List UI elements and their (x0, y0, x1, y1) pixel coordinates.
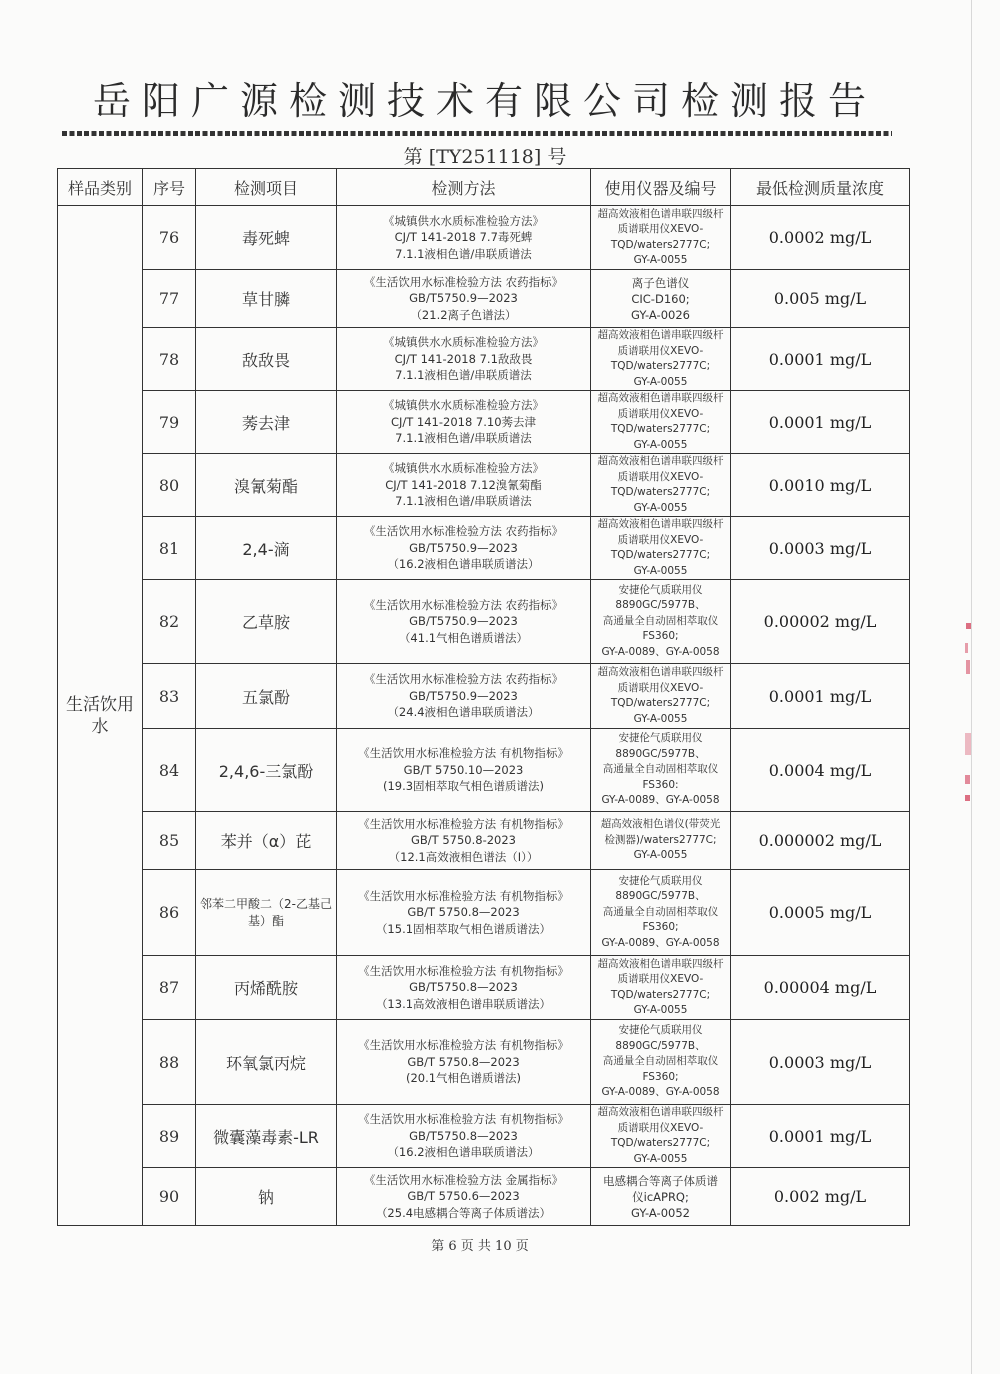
table-row (58, 517, 910, 580)
seq-cell: 77 (143, 270, 196, 328)
seal-fragment (965, 643, 968, 653)
method-cell: 《生活饮用水标准检验方法 有机物指标》 GB/T 5750.8—2023 (20.1气相色谱质谱法) (337, 1020, 591, 1105)
seq-cell: 82 (143, 580, 196, 664)
seq-cell: 80 (143, 454, 196, 517)
seq-cell: 79 (143, 391, 196, 454)
min-concentration-cell: 0.0001 mg/L (731, 664, 910, 729)
table-row (58, 391, 910, 454)
column-header-instrument: 使用仪器及编号 (591, 169, 731, 206)
min-concentration-cell: 0.000002 mg/L (731, 812, 910, 870)
instrument-cell: 超高效液相色谱串联四级杆 质谱联用仪XEVO- TQD/waters2777C; GY-A-0055 (591, 956, 731, 1020)
test-item-cell: 五氯酚 (196, 664, 337, 729)
table-row (58, 1105, 910, 1168)
min-concentration-cell: 0.0003 mg/L (731, 517, 910, 580)
instrument-cell: 超高效液相色谱串联四级杆 质谱联用仪XEVO- TQD/waters2777C; GY-A-0055 (591, 517, 731, 580)
method-cell: 《生活饮用水标准检验方法 农药指标》 GB/T5750.9—2023 （24.4液相色谱串联质谱法） (337, 664, 591, 729)
seq-cell: 90 (143, 1168, 196, 1226)
table-row (58, 812, 910, 870)
instrument-cell: 安捷伦气质联用仪 8890GC/5977B、 高通量全自动固相萃取仪 FS360; GY-A-0089、GY-A-0058 (591, 580, 731, 664)
method-cell: 《城镇供水水质标准检验方法》 CJ/T 141-2018 7.10莠去津 7.1.1液相色谱/串联质谱法 (337, 391, 591, 454)
seq-cell: 86 (143, 870, 196, 956)
method-cell: 《生活饮用水标准检验方法 农药指标》 GB/T5750.9—2023 （21.2离子色谱法） (337, 270, 591, 328)
column-header-concentration: 最低检测质量浓度 (731, 169, 910, 206)
instrument-cell: 安捷伦气质联用仪 8890GC/5977B、 高通量全自动固相萃取仪 FS360; GY-A-0089、GY-A-0058 (591, 1020, 731, 1105)
seal-fragment (966, 660, 970, 674)
sample-category-cell (58, 206, 143, 1226)
min-concentration-cell: 0.0001 mg/L (731, 391, 910, 454)
test-item-cell: 草甘膦 (196, 270, 337, 328)
method-cell: 《城镇供水水质标准检验方法》 CJ/T 141-2018 7.12溴氰菊酯 7.1.1液相色谱/串联质谱法 (337, 454, 591, 517)
seq-cell: 78 (143, 328, 196, 391)
category-line: 生活饮用 (66, 694, 134, 715)
instrument-cell: 超高效液相色谱串联四级杆 质谱联用仪XEVO- TQD/waters2777C; GY-A-0055 (591, 454, 731, 517)
instrument-cell: 安捷伦气质联用仪 8890GC/5977B、 高通量全自动固相萃取仪 FS360: GY-A-0089、GY-A-0058 (591, 729, 731, 812)
method-cell: 《城镇供水水质标准检验方法》 CJ/T 141-2018 7.1敌敌畏 7.1.1液相色谱/串联质谱法 (337, 328, 591, 391)
table-row (58, 1020, 910, 1105)
seal-fragment (965, 733, 971, 755)
method-cell: 《生活饮用水标准检验方法 有机物指标》 GB/T 5750.8—2023 （15.1固相萃取气相色谱质谱法） (337, 870, 591, 956)
seal-fragment (966, 623, 971, 629)
method-cell: 《生活饮用水标准检验方法 农药指标》 GB/T5750.9—2023 （41.1气相色谱质谱法） (337, 580, 591, 664)
min-concentration-cell: 0.0001 mg/L (731, 1105, 910, 1168)
instrument-cell: 离子色谱仪 CIC-D160; GY-A-0026 (591, 270, 731, 328)
column-header-method: 检测方法 (337, 169, 591, 206)
test-item-cell: 2,4,6-三氯酚 (196, 729, 337, 812)
min-concentration-cell: 0.0001 mg/L (731, 328, 910, 391)
table-header-row (58, 169, 910, 206)
page-number: 第 6 页 共 10 页 (431, 1239, 529, 1254)
category-line: 水 (91, 716, 109, 737)
test-item-cell: 溴氰菊酯 (196, 454, 337, 517)
table-row (58, 328, 910, 391)
report-number: 第 [TY251118] 号 (403, 146, 567, 168)
column-header-seq: 序号 (143, 169, 196, 206)
table-row (58, 270, 910, 328)
method-cell: 《生活饮用水标准检验方法 有机物指标》 GB/T 5750.8-2023 （12.1高效液相色谱法（Ⅰ）） (337, 812, 591, 870)
test-item-cell: 乙草胺 (196, 580, 337, 664)
seq-cell: 85 (143, 812, 196, 870)
seq-cell: 81 (143, 517, 196, 580)
instrument-cell: 电感耦合等离子体质谱 仪icAPRQ; GY-A-0052 (591, 1168, 731, 1226)
table-row (58, 580, 910, 664)
table-row (58, 206, 910, 270)
instrument-cell: 超高效液相色谱串联四级杆 质谱联用仪XEVO- TQD/waters2777C; GY-A-0055 (591, 391, 731, 454)
table-row (58, 454, 910, 517)
table-row (58, 729, 910, 812)
test-item-cell: 邻苯二甲酸二（2-乙基己基）酯 (196, 870, 337, 956)
seq-cell: 84 (143, 729, 196, 812)
test-item-cell: 苯并（α）芘 (196, 812, 337, 870)
test-item-cell: 微囊藻毒素-LR (196, 1105, 337, 1168)
method-cell: 《生活饮用水标准检验方法 有机物指标》 GB/T 5750.10—2023 (19.3固相萃取气相色谱质谱法) (337, 729, 591, 812)
method-cell: 《生活饮用水标准检验方法 金属指标》 GB/T 5750.6—2023 （25.4电感耦合等离子体质谱法） (337, 1168, 591, 1226)
test-item-cell: 2,4-滴 (196, 517, 337, 580)
partial-seal-stamp (962, 615, 974, 825)
test-item-cell: 丙烯酰胺 (196, 956, 337, 1020)
seq-cell: 83 (143, 664, 196, 729)
seq-cell: 88 (143, 1020, 196, 1105)
test-item-cell: 钠 (196, 1168, 337, 1226)
seal-fragment (965, 775, 970, 784)
table-row (58, 870, 910, 956)
seq-cell: 89 (143, 1105, 196, 1168)
report-title: 岳阳广源检测技术有限公司检测报告 (92, 79, 877, 123)
instrument-cell: 超高效液相色谱串联四级杆 质谱联用仪XEVO- TQD/waters2777C; GY-A-0055 (591, 664, 731, 729)
seq-cell: 87 (143, 956, 196, 1020)
min-concentration-cell: 0.002 mg/L (731, 1168, 910, 1226)
instrument-cell: 安捷伦气质联用仪 8890GC/5977B、 高通量全自动固相萃取仪 FS360; GY-A-0089、GY-A-0058 (591, 870, 731, 956)
instrument-cell: 超高效液相色谱串联四级杆 质谱联用仪XEVO- TQD/waters2777C; GY-A-0055 (591, 328, 731, 391)
min-concentration-cell: 0.00002 mg/L (731, 580, 910, 664)
min-concentration-cell: 0.0003 mg/L (731, 1020, 910, 1105)
method-cell: 《生活饮用水标准检验方法 农药指标》 GB/T5750.9—2023 （16.2液相色谱串联质谱法） (337, 517, 591, 580)
seal-fragment (965, 795, 970, 801)
column-header-item: 检测项目 (196, 169, 337, 206)
test-item-cell: 环氧氯丙烷 (196, 1020, 337, 1105)
dotted-divider (62, 131, 892, 136)
min-concentration-cell: 0.005 mg/L (731, 270, 910, 328)
min-concentration-cell: 0.00004 mg/L (731, 956, 910, 1020)
min-concentration-cell: 0.0005 mg/L (731, 870, 910, 956)
table-row (58, 956, 910, 1020)
min-concentration-cell: 0.0002 mg/L (731, 206, 910, 270)
column-header-category: 样品类别 (58, 169, 143, 206)
instrument-cell: 超高效液相色谱串联四级杆 质谱联用仪XEVO- TQD/waters2777C; GY-A-0055 (591, 1105, 731, 1168)
table-row (58, 664, 910, 729)
test-item-cell: 敌敌畏 (196, 328, 337, 391)
method-cell: 《生活饮用水标准检验方法 有机物指标》 GB/T5750.8—2023 （13.1高效液相色谱串联质谱法） (337, 956, 591, 1020)
method-cell: 《生活饮用水标准检验方法 有机物指标》 GB/T5750.8—2023 （16.2液相色谱串联质谱法） (337, 1105, 591, 1168)
table-row (58, 1168, 910, 1226)
instrument-cell: 超高效液相色谱仪(带荧光 检测器)/waters2777C; GY-A-0055 (591, 812, 731, 870)
seq-cell: 76 (143, 206, 196, 270)
instrument-cell: 超高效液相色谱串联四级杆 质谱联用仪XEVO- TQD/waters2777C; GY-A-0055 (591, 206, 731, 270)
test-item-cell: 毒死蜱 (196, 206, 337, 270)
test-item-cell: 莠去津 (196, 391, 337, 454)
table-body (58, 206, 910, 1226)
min-concentration-cell: 0.0004 mg/L (731, 729, 910, 812)
min-concentration-cell: 0.0010 mg/L (731, 454, 910, 517)
method-cell: 《城镇供水水质标准检验方法》 CJ/T 141-2018 7.7毒死蜱 7.1.1液相色谱/串联质谱法 (337, 206, 591, 270)
test-results-table (57, 168, 910, 1226)
